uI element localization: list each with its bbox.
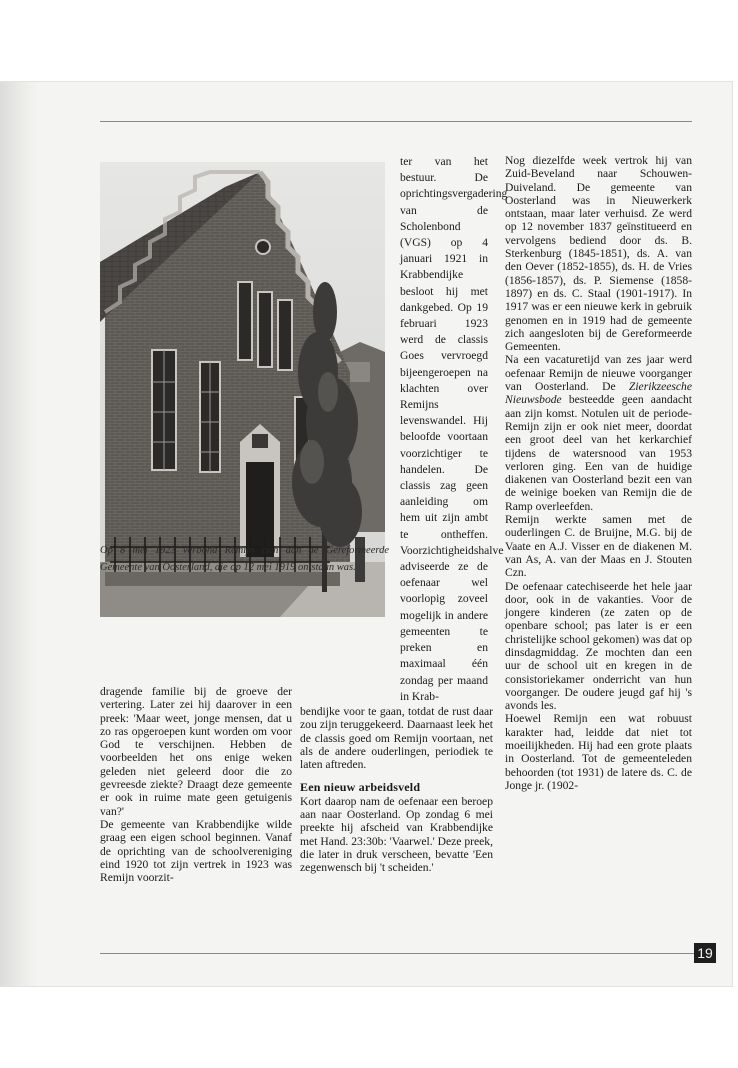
newspaper-title: Zierikzeesche Nieuwsbode	[505, 380, 692, 407]
column-left	[100, 685, 292, 884]
paragraph: bendijke voor te gaan, totdat de rust daar zou zijn teruggekeerd. Daarnaast leek het de classis goed om Remijn voortaan, net als de andere ouderlingen, periodiek te laten aftreden.	[300, 704, 493, 772]
bottom-rule	[100, 953, 694, 954]
photo-caption: Op 8 mei 1923 verbond Remijn zich aan de Gereformeerde Gemeente van Oosterland, die op 12 mei 1919 ontstaan was.	[100, 545, 389, 573]
paragraph: Remijn werkte samen met de ouderlingen C. de Bruijne, M.G. bij de Vaate en A.J. Visser en de diakenen M. van As, A. van der Maas en J. Stouten Czn.	[505, 513, 692, 580]
column-right	[505, 154, 692, 792]
text-span: besteedde geen aandacht aan zijn komst. Notulen uit de periode-Remijn zijn er ook niet meer, doordat een groot deel van het kerkarchief tijdens de watersnood van 1953 verloren ging. Een van de huidige diakenen van Oosterland bezit een van de weinige boeken van Remijn die de Ramp overleefden.	[505, 393, 692, 513]
paragraph-narrow: ter van het bestuur. De oprichtingsvergadering van de Scholenbond (VGS) op 4 januari 1921 in Krabbendijke besloot hij met dankgebed. Op 19 februari 1923 werd de classis Goes vervroegd bijeengeroepen na klachten over Remijns levenswandel. Hij beloofde voortaan voorzichtiger te handelen. De classis zag geen aanleiding om hem uit zijn ambt te ontheffen. Voorzichtigheidshalve adviseerde ze de oefenaar wel voorlopig zoveel mogelijk in andere gemeenten te preken en maximaal één zondag per maand in Krab-	[400, 155, 508, 703]
section-heading: Een nieuw arbeidsveld	[300, 780, 421, 795]
paragraph: Kort daarop nam de oefenaar een beroep aan naar Oosterland. Op zondag 6 mei preekte hij afscheid van Krabbendijke met Hand. 23:30b: 'Vaarwel.' Deze preek, die later in druk verscheen, bevatte 'Een zegenwensch bij 't scheiden.'	[300, 794, 493, 875]
paragraph: Nog diezelfde week vertrok hij van Zuid-Beveland naar Schouwen-Duiveland. De gemeente van Oosterland was in Nieuwerkerk ontstaan, maar later verhuisd. Ze werd op 12 november 1837 geïnstitueerd en vervolgens bediend door ds. B. Sterkenburg (1845-1851), ds. A. van den Oever (1852-1855), ds. H. de Vries (1856-1857), ds. P. Siemense (1858-1897) en ds. C. Staal (1901-1917). In 1917 was er een nieuwe kerk in gebruik genomen en in 1919 had de gemeente zich aangesloten bij de Gereformeerde Gemeenten.	[505, 154, 692, 354]
paragraph: De oefenaar catechiseerde het hele jaar door, ook in de vakanties. Voor de jongere kinderen (ze zaten op de openbare school; pas later is er een christelijke school gekomen) was dat op dinsdagmiddag. Ze mochten dan een uur de school uit en kregen in de consistoriekamer onderricht van hun voorganger. De oudere jeugd gaf hij 's avonds les.	[505, 579, 692, 713]
page-number: 19	[694, 943, 716, 963]
paragraph	[505, 353, 692, 513]
paragraph: dragende familie bij de groeve der vertering. Later zei hij daarover in een preek: 'Maar weet, jonge mensen, dat u zo ras opgeroepen kunt worden om voor God te verschijnen. Hebben de voorbeelden het ons enige weken geleden niet geleerd door die zo gevreesde ziekte? Draagt deze gemeente er ook in ruime mate geen getuigenis van?'	[100, 685, 292, 818]
paragraph: Hoewel Remijn een wat robuust karakter had, leidde dat niet tot moeilijkheden. Hij had een grote plaats in Oosterland. Tot de gemeenteleden behoorden (tot 1931) de latere ds. C. de Jonge jr. (1902-	[505, 712, 692, 792]
top-rule	[100, 121, 692, 122]
column-middle	[300, 154, 508, 875]
page-gutter	[0, 82, 38, 986]
paragraph: De gemeente van Krabbendijke wilde graag een eigen school beginnen. Vanaf de oprichting van de schoolvereniging eind 1920 tot zijn vertrek in 1923 was Remijn voorzit-	[100, 817, 292, 885]
text-span: Na een vacaturetijd van zes jaar werd oefenaar Remijn de nieuwe voorganger van Oosterland. De	[505, 353, 692, 394]
